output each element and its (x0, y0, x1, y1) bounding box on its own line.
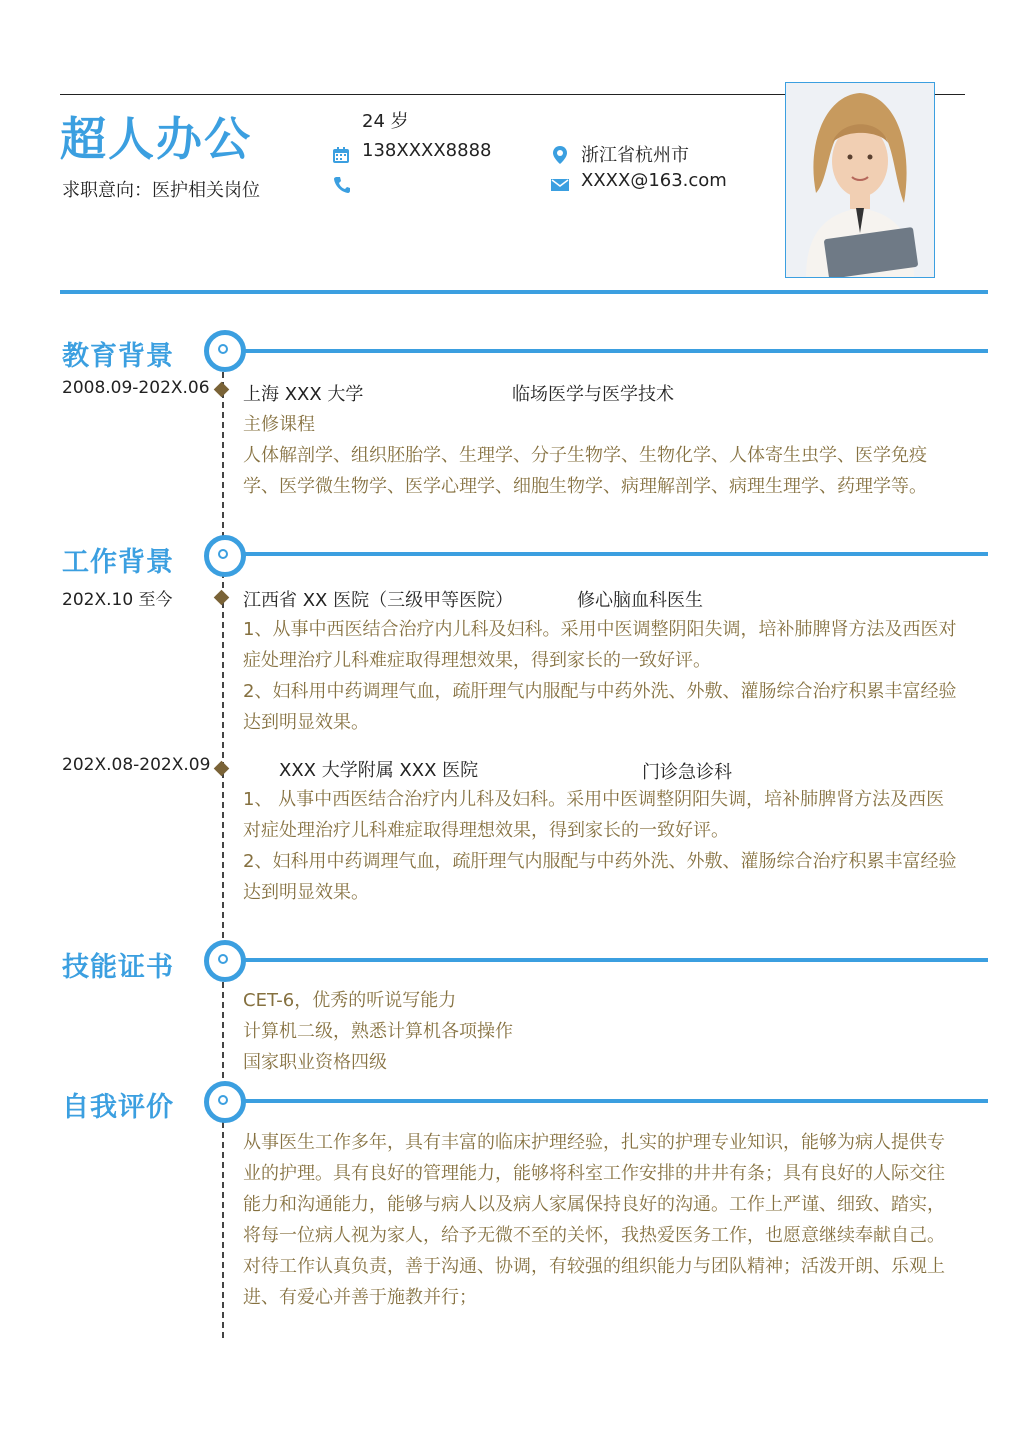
job-detail-line: 2、妇科用中药调理气血，疏肝理气内服配与中药外洗、外敷、灌肠综合治疗积累丰富经验 (243, 681, 957, 702)
courses-line: 学、医学微生物学、医学心理学、细胞生物学、病理解剖学、病理生理学、药理学等。 (243, 476, 927, 497)
section-rule-skills (244, 958, 988, 962)
location: 浙江省杭州市 (581, 145, 689, 166)
skill-item: 计算机二级，熟悉计算机各项操作 (243, 1021, 513, 1042)
job-detail-line: 1、 从事中西医结合治疗内儿科及妇科。采用中医调整阴阳失调，培补肺脾肾方法及西医 (243, 789, 945, 810)
section-rule-education (244, 349, 988, 353)
self-line: 能力和沟通能力，能够与病人以及病人家属保持良好的沟通。工作上严谨、细致、踏实， (243, 1194, 945, 1215)
skill-item: 国家职业资格四级 (243, 1052, 387, 1073)
job-detail-line: 2、妇科用中药调理气血，疏肝理气内服配与中药外洗、外敷、灌肠综合治疗积累丰富经验 (243, 851, 957, 872)
skill-item: CET-6，优秀的听说写能力 (243, 990, 457, 1011)
job-detail-line: 1、从事中西医结合治疗内儿科及妇科。采用中医调整阴阳失调，培补肺脾肾方法及西医对 (243, 619, 957, 640)
self-line: 从事医生工作多年，具有丰富的临床护理经验，扎实的护理专业知识，能够为病人提供专 (243, 1132, 945, 1153)
self-line: 将每一位病人视为家人，给予无微不至的关怀，我热爱医务工作，也愿意继续奉献自己。 (243, 1225, 945, 1246)
section-title-self: 自我评价 (62, 1092, 174, 1123)
section-marker-icon (204, 330, 246, 372)
courses-line: 人体解剖学、组织胚胎学、生理学、分子生物学、生物化学、人体寄生虫学、医学免疫 (243, 445, 927, 466)
self-line: 进、有爱心并善于施教并行； (243, 1287, 477, 1308)
section-title-work: 工作背景 (62, 547, 174, 578)
section-marker-icon (204, 535, 246, 577)
mail-icon (551, 177, 569, 196)
education-school: 上海 XXX 大学 (243, 384, 364, 405)
job-role: 门诊急诊科 (642, 762, 732, 783)
phone-icon (333, 176, 351, 198)
job-detail-line: 达到明显效果。 (243, 712, 369, 733)
candidate-name: 超人办公 (60, 112, 252, 166)
timeline-diamond-icon (214, 590, 230, 606)
section-rule-self (244, 1099, 988, 1103)
job-date: 202X.10 至今 (62, 590, 173, 610)
location-pin-icon (551, 145, 569, 169)
calendar-icon (332, 146, 350, 168)
education-major: 临场医学与医学技术 (512, 384, 674, 405)
job-intent: 求职意向：医护相关岗位 (62, 180, 260, 201)
section-rule-work (244, 552, 988, 556)
self-line: 业的护理。具有良好的管理能力，能够将科室工作安排的井井有条；具有良好的人际交往 (243, 1163, 945, 1184)
section-marker-icon (204, 1081, 246, 1123)
age: 24 岁 (362, 111, 409, 132)
phone-number: 138XXXX8888 (362, 140, 492, 161)
education-date: 2008.09-202X.06 (62, 378, 210, 398)
job-detail-line: 症处理治疗儿科难症取得理想效果，得到家长的一致好评。 (243, 650, 711, 671)
job-org: XXX 大学附属 XXX 医院 (279, 760, 479, 781)
section-title-skills: 技能证书 (62, 952, 174, 983)
header-divider (60, 290, 988, 294)
courses-label: 主修课程 (243, 414, 315, 435)
timeline-diamond-icon (214, 382, 230, 398)
section-title-education: 教育背景 (62, 341, 174, 372)
job-detail-line: 达到明显效果。 (243, 882, 369, 903)
job-date: 202X.08-202X.09 (62, 755, 211, 775)
job-org: 江西省 XX 医院（三级甲等医院） (243, 590, 514, 611)
profile-photo (785, 82, 935, 278)
self-line: 对待工作认真负责，善于沟通、协调，有较强的组织能力与团队精神；活泼开朗、乐观上 (243, 1256, 945, 1277)
email: XXXX@163.com (581, 170, 727, 191)
timeline-line (222, 372, 224, 1338)
timeline-diamond-icon (214, 761, 230, 777)
section-marker-icon (204, 940, 246, 982)
job-detail-line: 对症处理治疗儿科难症取得理想效果，得到家长的一致好评。 (243, 820, 729, 841)
job-role: 修心脑血科医生 (577, 590, 703, 611)
